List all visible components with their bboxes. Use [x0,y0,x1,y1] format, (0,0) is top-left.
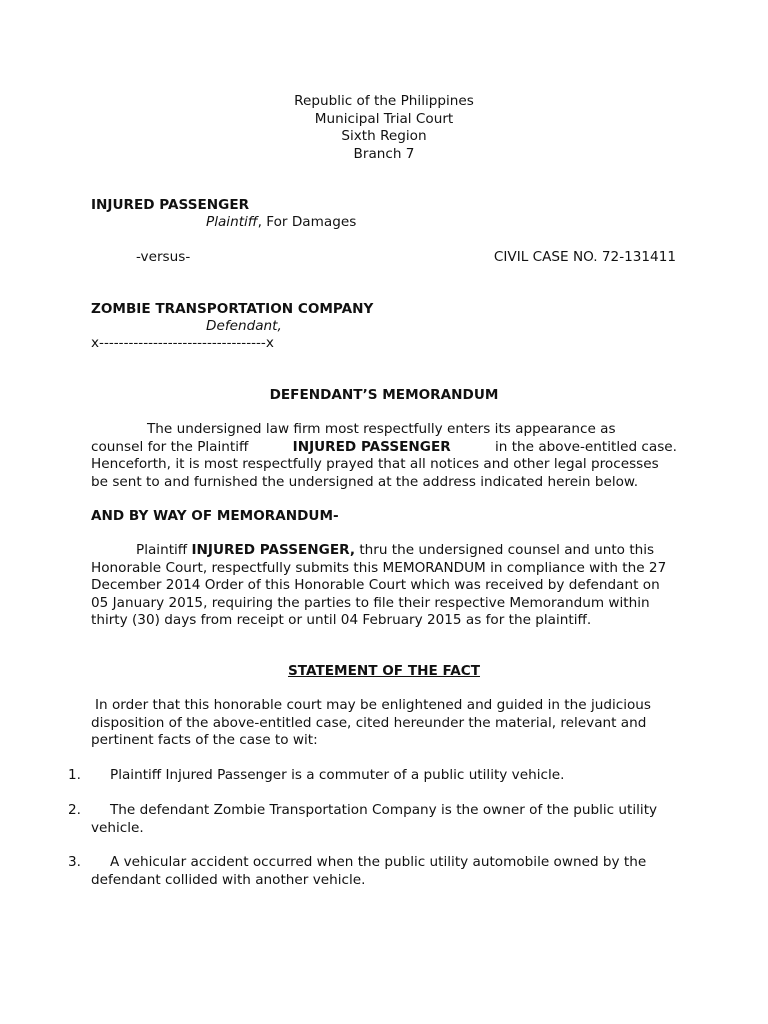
para2-line2: Honorable Court, respectfully submits this MEMORANDUM in compliance with the 27 [91,559,667,576]
defendant-name-text: ZOMBIE TRANSPORTATION COMPANY [91,301,374,317]
fact-2-line2: vehicle. [91,819,144,836]
para2-l1b: INJURED PASSENGER, [191,542,355,558]
facts-intro-line1: In order that this honorable court may be enlightened and guided in the judicious [95,697,652,713]
fact-3-line2: defendant collided with another vehicle. [91,871,366,888]
facts-intro-line2: disposition of the above-entitled case, cited hereunder the material, relevant and [91,714,647,731]
facts-intro [91,697,677,750]
fact-1-line1: Plaintiff Injured Passenger is a commuter of a public utility vehicle. [110,767,565,783]
fact-3 [91,854,681,889]
para2-l1a: Plaintiff [136,542,188,558]
fact-1-number: 1. [68,767,81,783]
para1-line2 [91,439,677,457]
para1-l2a: counsel for the Plaintiff [91,438,249,455]
fact-1 [91,767,681,785]
memorandum-paragraph [91,542,677,630]
para1-line3: Henceforth, it is most respectfully prayed that all notices and other legal processes [91,456,659,472]
fact-2 [91,802,681,837]
fact-3-number: 3. [68,854,81,870]
plaintiff-role-suffix: , For Damages [257,214,357,230]
plaintiff-name-text: INJURED PASSENGER [91,197,250,213]
memorandum-heading [91,508,339,526]
heading-court: Municipal Trial Court [314,110,454,127]
facts-heading-text: STATEMENT OF THE FACT [288,663,480,679]
caption-separator: x----------------------------------x [91,335,274,351]
document-title-text: DEFENDANT’S MEMORANDUM [269,387,499,403]
heading-region: Sixth Region [341,128,427,144]
fact-3-line1: A vehicular accident occurred when the public utility automobile owned by the [110,854,647,870]
para2-l1c: thru the undersigned counsel and unto this [359,542,655,558]
para1-line4: be sent to and furnished the undersigned at the address indicated herein below. [91,473,639,490]
para1-line1: The undersigned law firm most respectfully enters its appearance as [147,421,616,437]
document-title [0,387,768,405]
fact-2-line1: The defendant Zombie Transportation Company is the owner of the public utility [110,802,658,818]
fact-2-number: 2. [68,802,81,818]
memorandum-heading-text: AND BY WAY OF MEMORANDUM- [91,508,339,524]
defendant-role-text: Defendant, [206,318,282,334]
court-heading [0,93,768,163]
para2-line3: December 2014 Order of this Honorable Court which was received by defendant on [91,577,660,593]
defendant-name [91,301,373,319]
para1-l2b: INJURED PASSENGER [292,438,451,455]
para2-line4: 05 January 2015, requiring the parties to file their respective Memorandum within [91,594,650,611]
para1-l2c: in the above-entitled case. [494,438,677,455]
case-number: CIVIL CASE NO. 72-131411 [493,249,676,265]
facts-intro-line3: pertinent facts of the case to wit: [91,732,318,748]
plaintiff-role-label: Plaintiff [206,214,258,230]
plaintiff-name [91,197,249,215]
appearance-paragraph [91,421,677,491]
para2-line1 [91,542,677,560]
heading-republic: Republic of the Philippines [294,93,474,109]
facts-heading [0,663,768,681]
heading-branch: Branch 7 [353,145,415,162]
defendant-role [206,318,282,336]
para2-line5: thirty (30) days from receipt or until 04 February 2015 as for the plaintiff. [91,612,592,628]
versus-label: -versus- [136,249,191,265]
plaintiff-role [206,214,356,232]
